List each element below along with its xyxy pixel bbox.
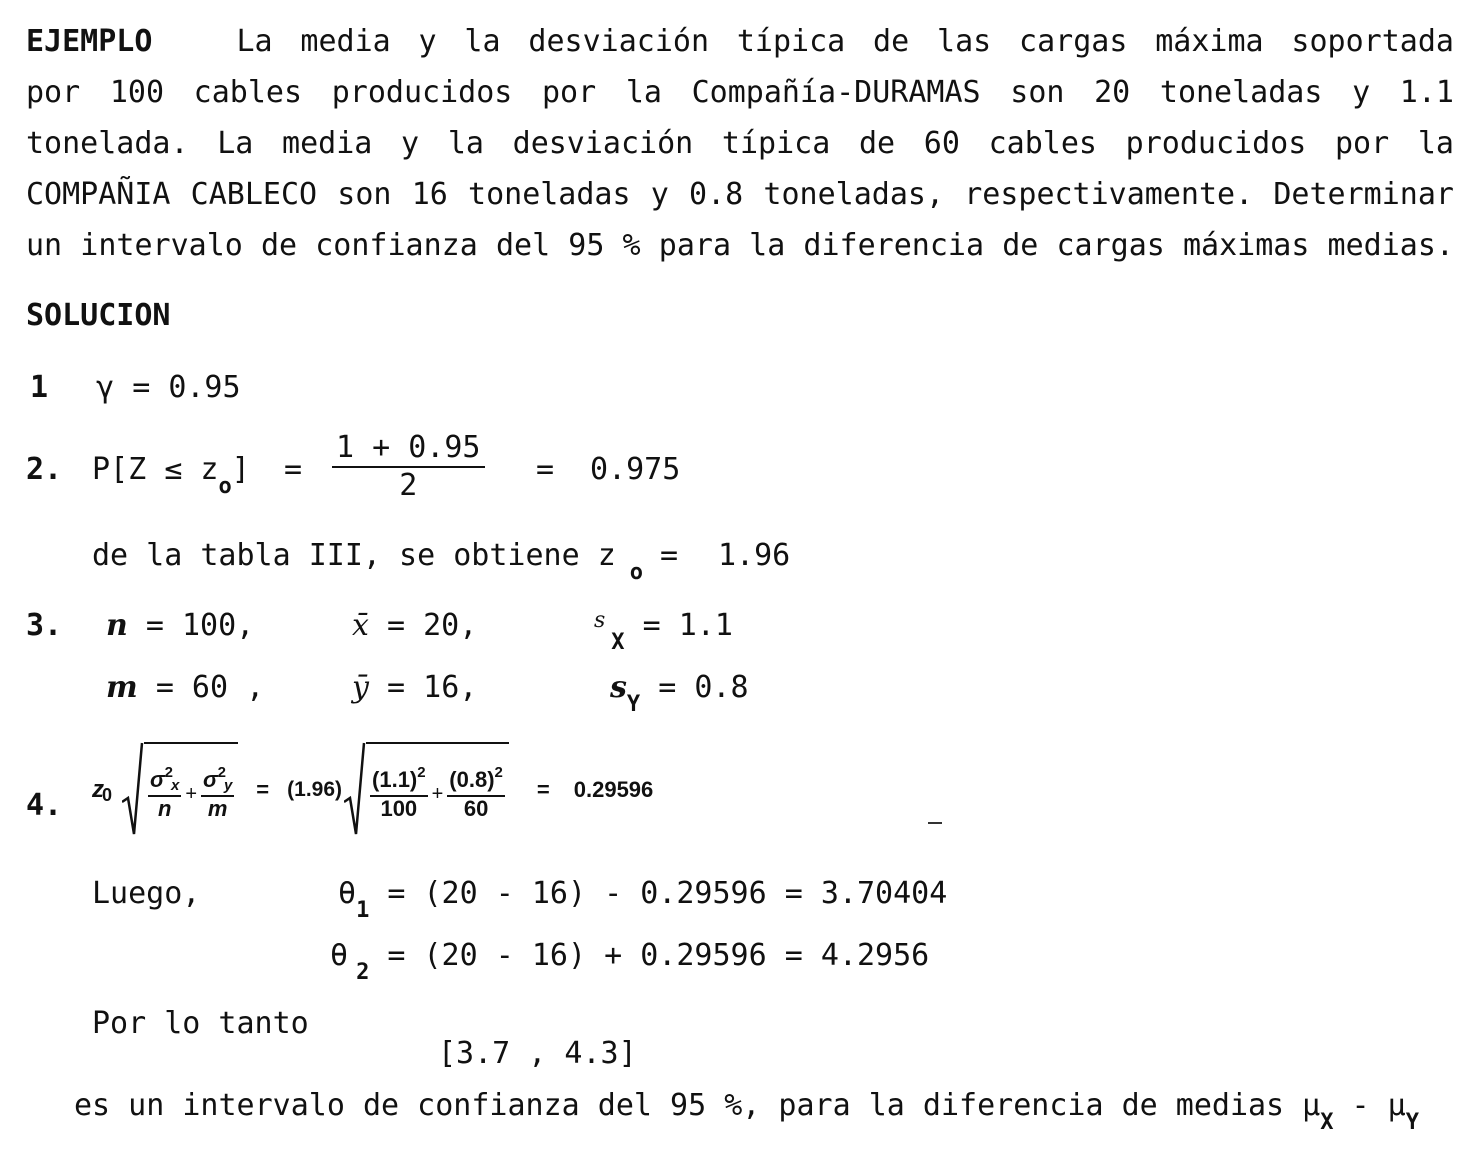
m-symbol: m	[106, 670, 138, 705]
sx-value: = 1.1	[642, 608, 733, 643]
sy-sub: Y	[626, 692, 641, 717]
plus-2: +	[431, 782, 444, 805]
fraction-numerator: 1 + 0.95	[332, 430, 485, 468]
num-1: (1.1)	[372, 766, 418, 792]
ybar-entry	[352, 670, 477, 706]
numeric-fraction-1	[370, 763, 428, 821]
num-2-sup: 2	[494, 763, 503, 781]
sigma-y-sub: y	[223, 776, 233, 794]
conclusion-text: es un intervalo de confianza del 95 %, para la diferencia de medias μ	[74, 1088, 1321, 1123]
plus-1: +	[185, 782, 197, 805]
example-line-4: COMPAÑIA CABLECO son 16 toneladas y 0.8 toneladas, respectivamente. Determinar	[26, 177, 1454, 212]
den-1: 100	[380, 795, 418, 821]
n-value: = 100,	[145, 608, 255, 643]
sigma-y-fraction	[201, 763, 234, 821]
step-4-equals-2: =	[536, 777, 550, 802]
sigma-x-sub: x	[170, 776, 180, 794]
example-line-2: por 100 cables producidos por la Compañía-DURAMAS son 20 toneladas y 1.1	[26, 75, 1454, 110]
sy-entry	[610, 670, 749, 717]
gamma-value: 0.95	[168, 370, 241, 405]
step-4-number: 4.	[26, 788, 63, 823]
luego-label: Luego,	[92, 876, 201, 911]
step-2-fraction	[332, 430, 485, 504]
mu-x-sub: X	[1320, 1110, 1334, 1135]
sy-symbol: s	[610, 670, 627, 705]
step-3-number: 3.	[26, 608, 63, 643]
gamma-symbol: γ	[96, 370, 115, 405]
theta-2-line	[330, 938, 930, 985]
radical-sign-icon	[122, 742, 144, 838]
theta-2-sub: 2	[356, 960, 370, 985]
sigma-x-fraction	[148, 763, 181, 821]
theta-2-expression: = (20 - 16) + 0.29596 = 4.2956	[387, 938, 930, 973]
probability-lhs-sub: o	[218, 474, 232, 499]
xbar-entry	[352, 608, 477, 644]
step-2-result: 0.975	[590, 452, 681, 487]
step-4-equals-1: =	[256, 777, 270, 802]
mu-y: - μ	[1333, 1088, 1406, 1123]
por-lo-tanto: Por lo tanto	[92, 1006, 309, 1041]
step-1-number: 1	[30, 370, 49, 405]
stray-mark	[928, 822, 942, 824]
sqrt-symbolic	[122, 742, 238, 838]
example-line-3: tonelada. La media y la desviación típica de 60 cables producidos por la	[26, 126, 1454, 161]
solution-heading: SOLUCION	[26, 298, 171, 333]
theta-1-expression: = (20 - 16) - 0.29596 = 3.70404	[387, 876, 948, 911]
theta-1-sub: 1	[356, 898, 370, 923]
table-text: de la tabla III, se obtiene z	[92, 538, 616, 573]
sigma-x-sup: 2	[164, 763, 173, 781]
sx-entry	[594, 608, 733, 655]
sqrt-numeric	[344, 742, 509, 838]
theta-1-line	[338, 876, 948, 923]
fraction-denominator: 2	[399, 468, 418, 503]
sx-sub: X	[611, 630, 625, 655]
probability-lhs: P[Z ≤ z	[92, 452, 219, 487]
theta-1-symbol: θ	[338, 876, 357, 911]
n-entry	[106, 608, 254, 644]
example-line-5: un intervalo de confianza del 95 % para la diferencia de cargas máximas medias.	[26, 228, 1454, 263]
sigma-x: σ	[150, 766, 165, 792]
radical-sign-icon	[344, 742, 366, 838]
conclusion-line	[74, 1088, 1419, 1135]
m-value: = 60 ,	[155, 670, 265, 705]
theta-2-symbol: θ	[330, 938, 349, 973]
sigma-y-sup: 2	[217, 763, 226, 781]
step-1-equals: =	[132, 370, 151, 405]
sx-symbol: s	[594, 608, 606, 633]
mu-y-sub: Y	[1405, 1110, 1419, 1135]
xbar-symbol: x̄	[352, 608, 369, 643]
den-n: n	[157, 795, 172, 821]
numeric-fraction-2	[447, 763, 505, 821]
example-line-1	[26, 16, 1454, 67]
z-value: 1.96	[718, 538, 791, 573]
probability-lhs-close: ]	[231, 452, 250, 487]
sy-value: = 0.8	[658, 670, 749, 705]
step-2-number: 2.	[26, 452, 63, 487]
step-2-equals-1: =	[284, 452, 303, 487]
sigma-y: σ	[203, 766, 218, 792]
m-entry	[106, 670, 264, 706]
z0-symbol: z	[92, 776, 104, 803]
example-text-1: La media y la desviación típica de las cargas máxima soportada	[236, 24, 1454, 59]
example-label: EJEMPLO	[26, 24, 153, 59]
step-2-probability	[92, 452, 250, 499]
step-2-equals-2: =	[536, 452, 555, 487]
step-1	[30, 370, 241, 406]
den-m: m	[207, 795, 228, 821]
den-2: 60	[463, 795, 489, 821]
z0-sub: 0	[102, 785, 113, 805]
num-1-sup: 2	[417, 763, 426, 781]
step-4-result: 0.29596	[573, 777, 654, 802]
coefficient: (1.96)	[287, 778, 343, 801]
n-symbol: n	[106, 608, 128, 643]
z0-term	[92, 776, 112, 804]
num-2: (0.8)	[449, 766, 495, 792]
ybar-value: = 16,	[387, 670, 478, 705]
table-equals: =	[660, 538, 679, 573]
xbar-value: = 20,	[386, 608, 478, 643]
step-4-formula	[92, 740, 653, 840]
final-interval: [3.7 , 4.3]	[438, 1036, 637, 1071]
example-paragraph	[26, 16, 1454, 271]
step-2-table-line	[92, 538, 644, 585]
table-z-sub: o	[629, 560, 644, 585]
ybar-symbol: ȳ	[352, 670, 369, 705]
